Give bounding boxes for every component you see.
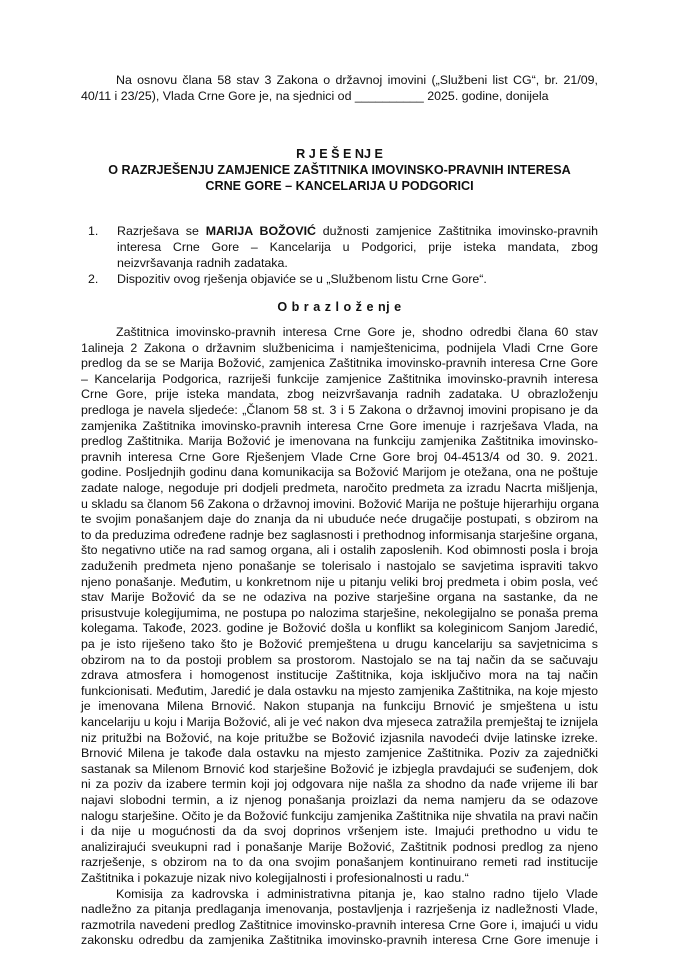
paragraph-line: njeno ponašanje. Međutim, u konkretnom nije u pitanju veliki broj predmeta i obim posla, već xyxy=(81,574,598,589)
paragraph-line: to da preduzima određene radnje bez saglasnosti i prethodnog informisanja starješine organa, xyxy=(81,527,598,542)
list-item-line xyxy=(117,224,598,239)
paragraph-line: razrješenje, s obzirom na to da ona svojim ponašanjem kontinuirano remeti rad institucije xyxy=(81,855,598,870)
paragraph-line: nalogu starješine. Očito je da Božović funkciju zamjenika Zaštitnika nije shvatila na pravi način xyxy=(81,808,598,823)
paragraph-line: najavi slobodni termin, a iz njenog ponašanja proizlazi da nema namjeru da se odazove xyxy=(81,793,598,807)
paragraph-line: predloga je navela sljedeće: „Članom 58 st. 3 i 5 Zakona o državnoj imovini propisano je da xyxy=(81,403,598,417)
paragraph-line: Komisija za kadrovska i administrativna pitanja je, kao stalno radno tijelo Vlade xyxy=(116,886,598,901)
document-subtitle: O RAZRJEŠENJU ZAMJENICE ZAŠTITNIKA IMOVINSKO-PRAVNIH INTERESA xyxy=(108,163,571,177)
paragraph-line: kancelariju u koju i Marija Božović, ali je već nakon dva mjeseca zatražila premještaj te iznijela xyxy=(81,715,598,729)
item-text: dužnosti zamjenice Zaštitnika imovinsko-pravnih xyxy=(315,224,599,238)
paragraph-line: zadate naloge, negoduje pri dodjeli predmeta, naročito predmeta za izradu Nacrta mišljenja, xyxy=(81,481,598,495)
item-text: Razrješava se xyxy=(117,224,206,238)
paragraph-line: prisustvuje kolegijumima, ne postupa po nalozima starješine, nekolegijalno se ponaša prema xyxy=(81,605,598,620)
paragraph-line: sastanak sa Milenom Brnović kod starješine Božović je izbjegla pravdajući se suđenjem, dok xyxy=(81,761,598,776)
intro-line: 40/11 i 23/25), Vlada Crne Gore je, na sjednici od __________ 2025. godine, donijela xyxy=(81,89,549,103)
paragraph-line: Zaštitnica imovinsko-pravnih interesa Crne Gore je, shodno odredbi člana 60 stav xyxy=(116,325,598,339)
paragraph-line: predlog da se se Marija Božović, zamjenica Zaštitnika imovinsko-pravnih interesa Crne Gore xyxy=(81,356,598,371)
person-name: MARIJA BOŽOVIĆ xyxy=(205,224,316,238)
paragraph-line: Zaštitnika i pokazuje nizak nivo kolegijalnosti i profesionalnosti u radu.“ xyxy=(81,871,469,885)
paragraph-line: predlog Zaštitnika. Marija Božović je imenovana na funkciju zamjenika Zaštitnika imovinsko- xyxy=(81,434,598,449)
paragraph-line: razmotrila navedeni predlog Zaštitnice imovinsko-pravnih interesa Crne Gore i, imajući u vidu xyxy=(81,917,598,932)
document-title: R J E Š E NJ E xyxy=(296,147,383,161)
document-subtitle: CRNE GORE – KANCELARIJA U PODGORICI xyxy=(205,179,474,193)
list-item-line: neizvršavanja radnih zadataka. xyxy=(117,256,288,270)
intro-line: Na osnovu člana 58 stav 3 Zakona o državnoj imovini („Službeni list CG“, br. 21/09, xyxy=(116,73,598,87)
list-number: 2. xyxy=(88,272,99,286)
paragraph-line: te svojim ponašanjem daje do znanja da ni ubuduće neće drugačije postupati, s obzirom na xyxy=(81,512,598,527)
paragraph-line: 1alineja 2 Zakona o državnim službenicima i namještenicima, podnijela Vladi Crne Gore xyxy=(81,340,598,355)
paragraph-line: pravnih interesa Crne Gore Rješenjem Vlade Crne Gore broj 04-4513/4 od 30. 9. 2021. xyxy=(81,449,598,464)
paragraph-line: u skladu sa članom 56 Zakona o državnoj imovini. Božović Marija ne poštuje hijerarhiju organa xyxy=(81,496,599,511)
explanation-heading: O b r a z l o ž e nj e xyxy=(277,300,402,314)
paragraph-line: što negativno utiče na rad samog organa, ali i ostalih zaposlenih. Kod obimnosti posla i broja xyxy=(81,543,598,558)
paragraph-line: stav Marije Božović da se ne odaziva na pozive starješine organa na sastanke, da ne xyxy=(81,590,598,605)
paragraph-line: analizirajući sveukupni rad i ponašanje Marije Božović, Zaštitnik podnosi predlog za njeno xyxy=(81,839,598,854)
list-item-line: interesa Crne Gore – Kancelarija u Podgorici, prije isteka mandata, zbog xyxy=(117,240,598,254)
paragraph-line: i da nije u mogućnosti da da svoj doprinos vršenjem iste. Imajući prethodno u vidu te xyxy=(81,824,598,839)
paragraph-line: niz pritužbi na Božović, na koje pritužbe se Božović izjasnila navodeći dvije latinske izreke. xyxy=(81,730,598,745)
paragraph-line: – Kancelarija Podgorica, razriješi funkcije zamjenice Zaštitnika imovinsko-pravnih interesa xyxy=(81,371,598,386)
paragraph-line: pa je isto riješeno tako što je Božović premještena u drugu kancelariju sa savjetnicima s xyxy=(81,637,598,651)
paragraph-line: Brnović Milena je takođe dala ostavku na mjesto zamjenice Zaštitnika. Poziv za zajednički xyxy=(81,746,598,761)
paragraph-line: godine. Posljednjih godinu dana komunikacija sa Božović Marijom je otežana, ona ne poštuje xyxy=(81,465,598,480)
paragraph-line: obzirom na to da postoji problem sa prostorom. Nastojalo se na taj način da se sačuvaju xyxy=(81,652,598,667)
paragraph-line: zakonsku odredbu da zamjenika Zaštitnika imovinsko-pravnih interesa Crne Gore imenuje i xyxy=(81,933,598,948)
paragraph-line: zamjenika Zaštitnika imovinsko-pravnih interesa Crne Gore imenuje i razrješava Vlada, na xyxy=(81,418,598,433)
paragraph-line: ni za poziv da izabere termin koji joj odgovara nije našla za shodno da nađe vrijeme ili bar xyxy=(81,777,598,792)
paragraph-line: funkcionisati. Međutim, Jaredić je dala ostavku na mjesto zamjenika Zaštitnika, na koje mjesto xyxy=(81,683,598,698)
list-number: 1. xyxy=(88,224,99,238)
paragraph-line: nadležno za pitanja predlaganja imenovanja, postavljenja i razrješenja iz nadležnosti Vlade, xyxy=(81,902,598,917)
paragraph-line: kolegama. Takođe, 2023. godine je Božović došla u konflikt sa koleginicom Sanjom Jaredić, xyxy=(81,621,598,636)
list-item-line: Dispozitiv ovog rješenja objaviće se u „Službenom listu Crne Gore“. xyxy=(117,272,487,286)
paragraph-line: zdrava atmosfera i homogenost institucije Zaštitnika, koja isključivo mora na taj način xyxy=(81,668,598,683)
paragraph-line: zaduženih predmeta njeno ponašanje se tolerisalo i nastojalo se savjetima ispraviti takvo xyxy=(81,559,598,573)
paragraph-line: je imenovana Milena Brnović. Nakon stupanja na funkciju Brnović je smještena u istu xyxy=(81,699,598,714)
paragraph-line: Crne Gore, prije isteka mandata, zbog neizvršavanja radnih zadataka. U obrazloženju xyxy=(81,387,598,402)
